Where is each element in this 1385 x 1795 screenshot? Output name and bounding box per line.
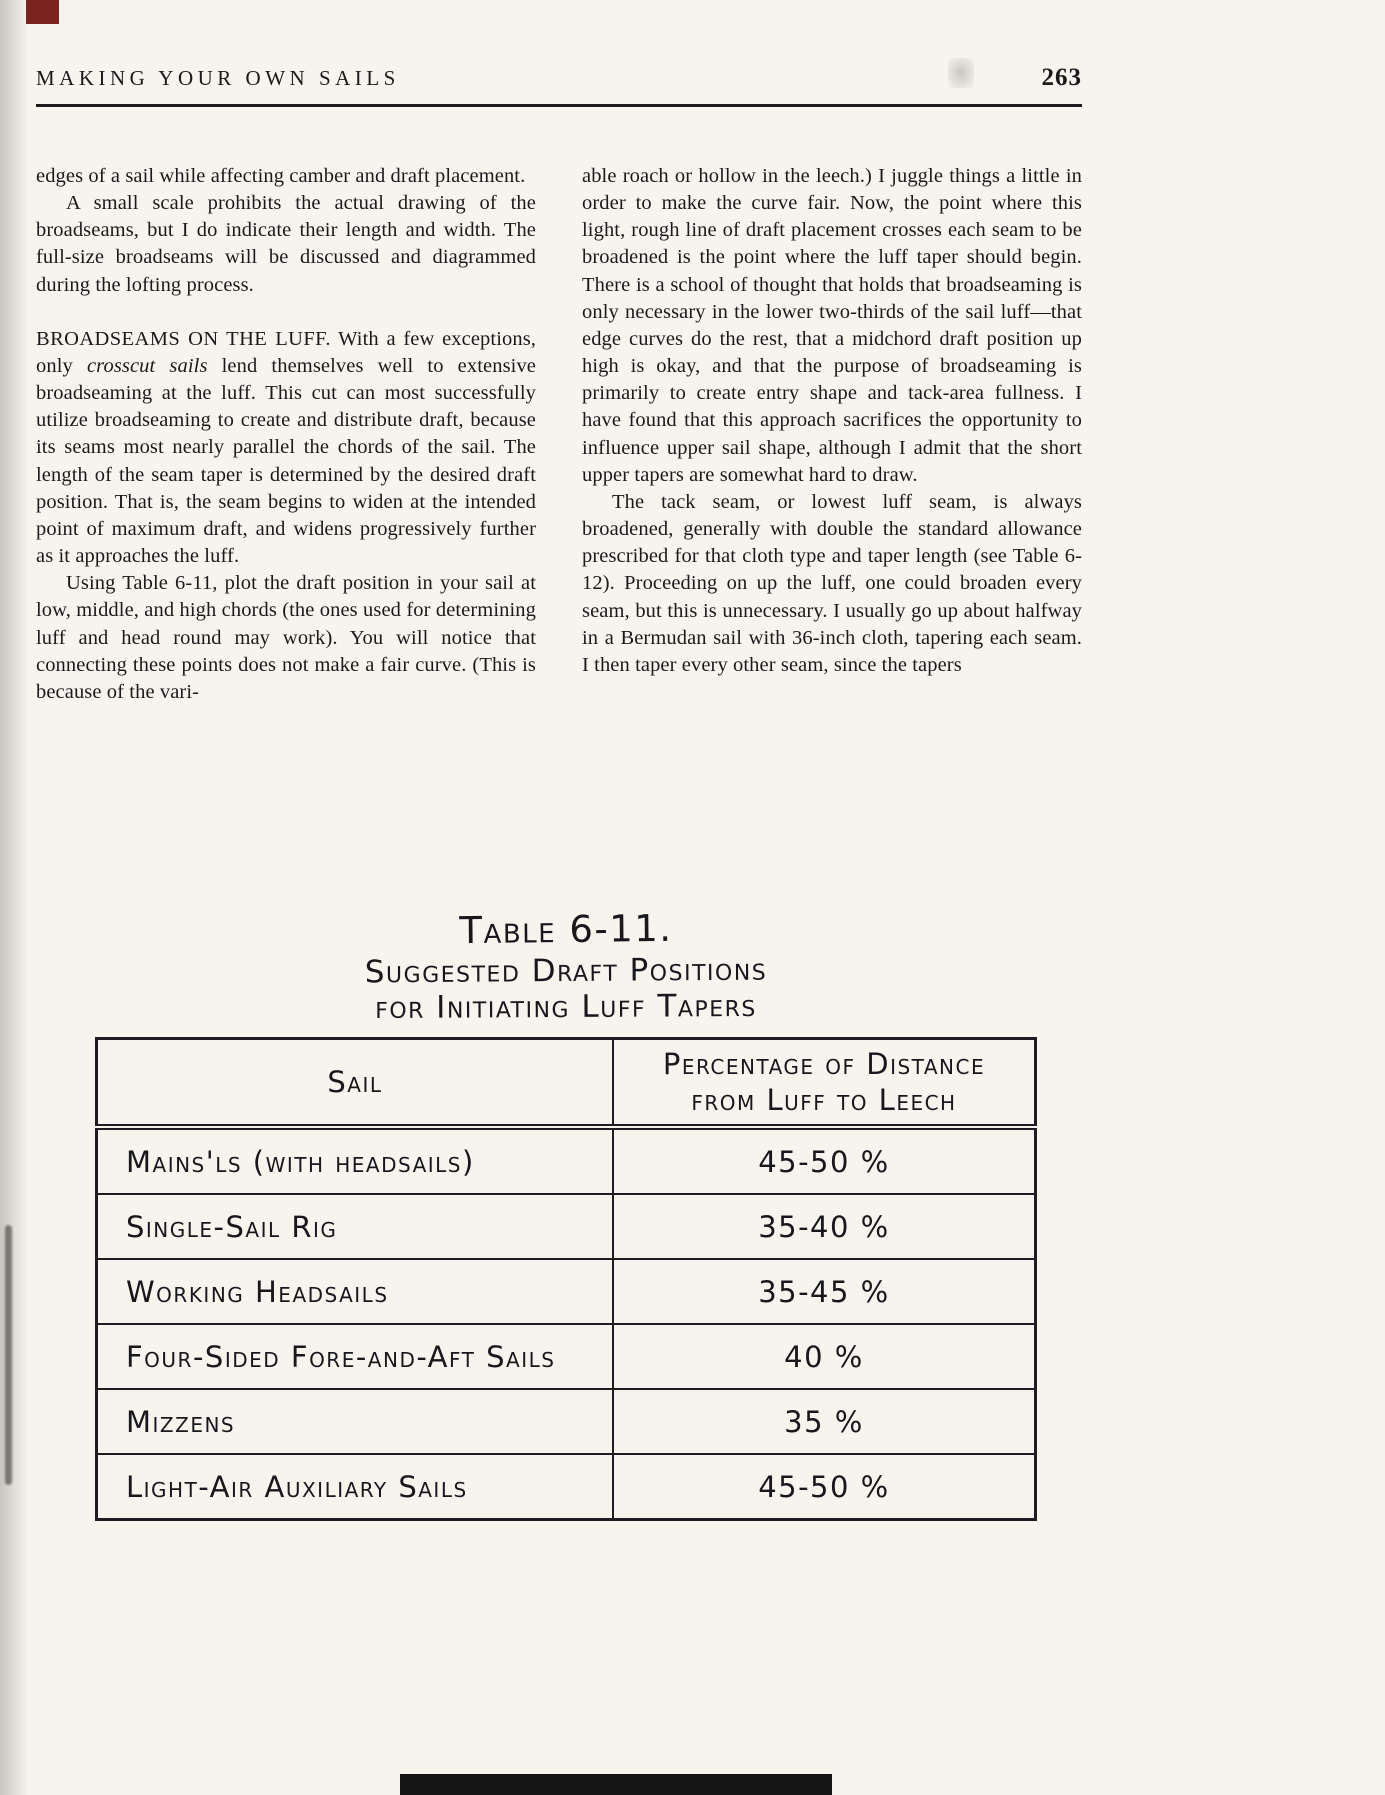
sail-cell: Single-Sail Rig [97, 1194, 613, 1259]
paragraph-continuation: able roach or hollow in the leech.) I juggle things a little in order to make the curve fair. Now, the point where this light, rough line of draft placement crosses each seam to be broadened is the point where the luff taper should begin. There is a school of thought that holds that broadseaming is only necessary in the lower two-thirds of the sail luff—that edge curves do the rest, that a midchord draft position up high is okay, and that the purpose of broadseaming is primarily to create entry shape and tack-area fullness. I have found that this approach sacrifices the opportunity to influence upper sail shape, although I admit that the short upper tapers are somewhat hard to draw. [582, 165, 1082, 486]
draft-positions-table [95, 1037, 1037, 1521]
paragraph: A small scale prohibits the actual drawing of the broadseams, but I do indicate their length and width. The full-size broadseams will be discussed and diagrammed during the lofting process. [36, 192, 536, 296]
table-subtitle-2: for Initiating Luff Tapers [375, 988, 757, 1026]
gutter-streak [5, 1225, 12, 1485]
percentage-cell: 45-50 % [613, 1454, 1036, 1520]
table-title: Table 6-11. [459, 906, 673, 953]
left-column [36, 163, 536, 706]
table-header-sail: Sail [97, 1039, 613, 1128]
sail-cell: Mains'ls (with headsails) [97, 1127, 613, 1194]
sail-cell: Working Headsails [97, 1259, 613, 1324]
percentage-cell: 35-40 % [613, 1194, 1036, 1259]
table-header-percentage-line1: Percentage of Distance [662, 1046, 986, 1081]
table-header-percentage [613, 1039, 1036, 1128]
table-row [97, 1454, 1036, 1520]
paragraph: Using Table 6-11, plot the draft position in your sail at low, middle, and high chords (the ones used for determining luff and head round may work). You will notice that connecting these points does not make a fair curve. (This is because of the vari- [36, 572, 536, 703]
percentage-cell: 35-45 % [613, 1259, 1036, 1324]
table-row [97, 1259, 1036, 1324]
running-head: MAKING YOUR OWN SAILS [36, 66, 400, 90]
paragraph-text: lend themselves well to extensive broadseaming at the luff. This cut can most successfully utilize broadseaming to create and distribute draft, because its seams most nearly parallel the chords of the sail. The length of the seam taper is determined by the desired draft position. That is, the seam begins to widen at the intended point of maximum draft, and widens progressively further as it approaches the luff. [36, 354, 536, 568]
table-header-row [97, 1039, 1036, 1128]
italic-term: crosscut sails [86, 354, 208, 377]
sail-cell: Mizzens [97, 1389, 613, 1454]
paragraph-continuation: edges of a sail while affecting camber and draft placement. [36, 165, 526, 187]
percentage-cell: 35 % [613, 1389, 1036, 1454]
runin-heading: BROADSEAMS ON THE LUFF. [36, 327, 331, 350]
paragraph: The tack seam, or lowest luff seam, is always broadened, generally with double the standard allowance prescribed for that cloth type and taper length (see Table 6-12). Proceeding on up the luff, one could broaden every seam, but this is unnecessary. I usually go up about halfway in a Bermudan sail with 36-inch cloth, tapering each seam. I then taper every other seam, since the tapers [582, 490, 1082, 676]
paragraph-with-runin-heading [36, 326, 536, 570]
table-subtitle-1: Suggested Draft Positions [364, 951, 768, 991]
gutter-shadow [0, 0, 28, 1795]
table-section [95, 908, 1037, 1521]
text-columns [36, 163, 1082, 706]
table-row [97, 1324, 1036, 1389]
page-header [36, 0, 1082, 107]
percentage-cell: 45-50 % [613, 1127, 1036, 1194]
scan-artifact-bar [400, 1774, 832, 1795]
table-row [97, 1127, 1036, 1194]
percentage-cell: 40 % [613, 1324, 1036, 1389]
page-number: 263 [1041, 64, 1082, 91]
table-row [97, 1389, 1036, 1454]
sail-cell: Four-Sided Fore-and-Aft Sails [97, 1324, 613, 1389]
right-column [582, 163, 1082, 706]
paragraph-text: With a few exceptions, only [36, 327, 536, 377]
table-row [97, 1194, 1036, 1259]
sail-cell: Light-Air Auxiliary Sails [97, 1454, 613, 1520]
table-header-percentage-line2: from Luff to Leech [691, 1083, 957, 1117]
page-content [36, 0, 1082, 706]
